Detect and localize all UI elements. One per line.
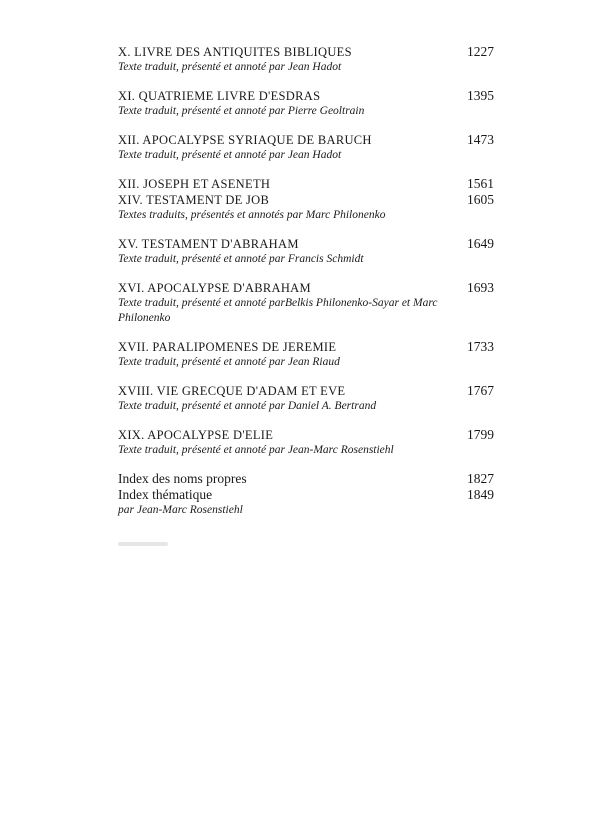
toc-line — [118, 44, 494, 60]
toc-line — [118, 192, 494, 208]
toc-line — [118, 383, 494, 399]
scan-smudge — [118, 542, 168, 546]
toc-entry-title: X. LIVRE DES ANTIQUITES BIBLIQUES — [118, 45, 352, 59]
toc-entry-title: XI. QUATRIEME LIVRE D'ESDRAS — [118, 89, 321, 103]
toc-entry — [118, 132, 494, 163]
toc-entry — [118, 427, 494, 458]
toc-entry — [118, 280, 494, 326]
index-credit: par Jean-Marc Rosenstiehl — [118, 504, 243, 516]
toc-entry — [118, 236, 494, 267]
toc-entry-title: XV. TESTAMENT D'ABRAHAM — [118, 237, 299, 251]
index-thematic-title: Index thématique — [118, 487, 213, 502]
toc-entry-page: 1561 — [467, 176, 494, 191]
toc-line — [118, 487, 494, 503]
toc-line — [118, 280, 494, 296]
toc-entry-page: 1227 — [467, 44, 494, 59]
index-thematic-page: 1849 — [467, 487, 494, 502]
toc-entry-credit: Texte traduit, présenté et annoté par Jean-Marc Rosenstiehl — [118, 444, 394, 456]
toc-entry-page: 1693 — [467, 280, 494, 295]
toc-entry-page: 1799 — [467, 427, 494, 442]
toc-entry-page: 1473 — [467, 132, 494, 147]
index-entry — [118, 471, 494, 518]
toc-entry-page: 1649 — [467, 236, 494, 251]
toc-line — [118, 88, 494, 104]
toc-entry-title: XII. JOSEPH ET ASENETH — [118, 177, 271, 191]
toc-entry-credit: Texte traduit, présenté et annoté par Pierre Geoltrain — [118, 105, 365, 117]
toc-entry — [118, 339, 494, 370]
toc-line — [118, 236, 494, 252]
toc-entry-credit: Texte traduit, présenté et annoté par Jean Hadot — [118, 149, 342, 161]
toc-entry-page: 1767 — [467, 383, 494, 398]
toc-entry-credit: Texte traduit, présenté et annoté par Francis Schmidt — [118, 253, 364, 265]
toc-entry-title: XIV. TESTAMENT DE JOB — [118, 193, 270, 207]
toc-line — [118, 339, 494, 355]
toc-entry — [118, 88, 494, 119]
toc-entry — [118, 176, 494, 223]
table-of-contents — [118, 44, 494, 531]
toc-entry — [118, 383, 494, 414]
toc-entry-page: 1605 — [467, 192, 494, 207]
toc-entry-credit: Texte traduit, présenté et annoté parBelkis Philonenko-Sayar et Marc Philonenko — [118, 297, 438, 324]
toc-entry-title: XII. APOCALYPSE SYRIAQUE DE BARUCH — [118, 133, 372, 147]
toc-line — [118, 471, 494, 487]
toc-line — [118, 427, 494, 443]
index-names-title: Index des noms propres — [118, 471, 247, 486]
toc-entry-page: 1395 — [467, 88, 494, 103]
toc-entry-title: XVIII. VIE GRECQUE D'ADAM ET EVE — [118, 384, 346, 398]
toc-entry-credit: Texte traduit, présenté et annoté par Jean Hadot — [118, 61, 342, 73]
toc-entry-credit: Texte traduit, présenté et annoté par Daniel A. Bertrand — [118, 400, 377, 412]
toc-entry-credit: Texte traduit, présenté et annoté par Jean Riaud — [118, 356, 340, 368]
toc-entry-title: XVII. PARALIPOMENES DE JEREMIE — [118, 340, 337, 354]
index-names-page: 1827 — [467, 471, 494, 486]
toc-line — [118, 176, 494, 192]
toc-entry-title: XIX. APOCALYPSE D'ELIE — [118, 428, 274, 442]
toc-entry-credit: Textes traduits, présentés et annotés par Marc Philonenko — [118, 209, 386, 221]
toc-line — [118, 132, 494, 148]
toc-entry — [118, 44, 494, 75]
toc-entry-page: 1733 — [467, 339, 494, 354]
toc-entry-title: XVI. APOCALYPSE D'ABRAHAM — [118, 281, 311, 295]
